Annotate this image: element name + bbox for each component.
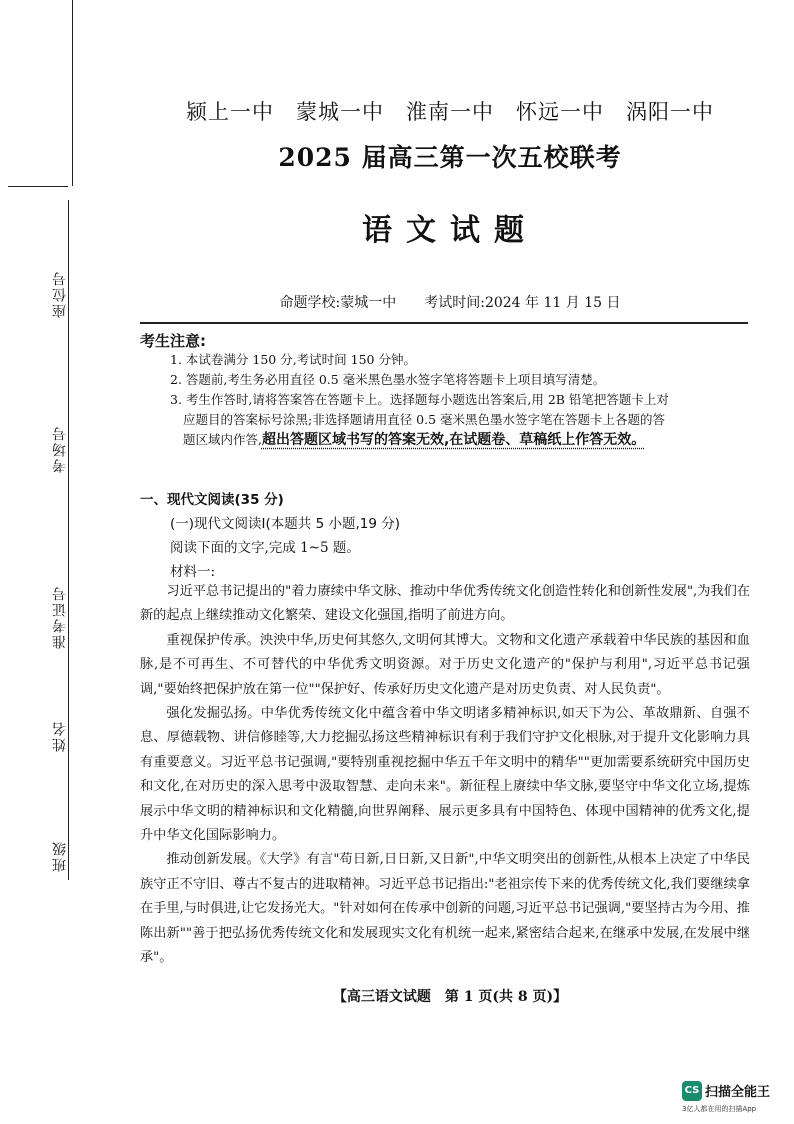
notice-item-last — [170, 430, 750, 450]
notice-heading: 考生注意: — [140, 332, 206, 350]
passage-paragraph: 推动创新发展。《大学》有言"苟日新,日日新,又日新",中华文明突出的创新性,从根本上决定了中华民族守正不守旧、尊古不复古的进取精神。习近平总书记指出:"老祖宗传下来的优秀传统文化,我们要继续拿在手里,与时俱进,让它发扬光大。"针对如何在传承中创新的问题,习近平总书记强调,"要坚持古为今用、推陈出新""善于把弘扬优秀传统文化和发展现实文化有机统一起来,紧密结合起来,在继承中发展,在发展中继承"。 — [140, 852, 750, 966]
binding-label-seat: 座位号 — [52, 270, 68, 318]
binding-label-class: 班级 — [52, 840, 68, 872]
binding-label-ticket: 准考证号 — [52, 585, 68, 649]
notice-item-text: 题区域内作答, — [183, 432, 262, 447]
exam-title: 2025 届高三第一次五校联考 — [278, 143, 622, 172]
header-divider — [140, 322, 748, 324]
scanner-logo-icon: CS — [682, 1081, 702, 1101]
material-label: 材料一: — [170, 564, 216, 580]
binding-strip — [0, 0, 74, 1124]
page-footer: 【高三语文试题 第 1 页(共 8 页)】 — [332, 989, 568, 1005]
binding-top-line — [8, 186, 68, 187]
reading-instruction: 阅读下面的文字,完成 1~5 题。 — [170, 540, 360, 556]
notice-list — [170, 350, 750, 450]
scanner-tagline: 3亿人都在用的扫描App — [682, 1104, 757, 1113]
exam-meta: 命题学校:蒙城一中 考试时间:2024 年 11 月 15 日 — [279, 295, 621, 311]
binding-label-name: 姓名 — [52, 720, 68, 752]
scanner-watermark — [682, 1080, 790, 1114]
binding-label-room: 考场号 — [52, 425, 68, 473]
notice-item: 3. 考生作答时,请将答案答在答题卡上。选择题每小题选出答案后,用 2B 铅笔把答题卡上对 — [170, 392, 669, 407]
passage-paragraph: 重视保护传承。泱泱中华,历史何其悠久,文明何其博大。文物和文化遗产承载着中华民族的基因和血脉,是不可再生、不可替代的中华优秀文明资源。对于历史文化遗产的"保护与利用",习近平总书记强调,"要始终把保护放在第一位""保护好、传承好历史文化遗产是对历史负责、对人民负责"。 — [140, 632, 750, 697]
notice-item: 1. 本试卷满分 150 分,考试时间 150 分钟。 — [170, 352, 416, 367]
sub-section-heading: (一)现代文阅读Ⅰ(本题共 5 小题,19 分) — [170, 516, 400, 532]
section-heading: 一、现代文阅读(35 分) — [140, 492, 284, 508]
notice-emphasis: 超出答题区域书写的答案无效,在试题卷、草稿纸上作答无效。 — [261, 432, 646, 448]
passage-paragraph: 强化发掘弘扬。中华优秀传统文化中蕴含着中华文明诸多精神标识,如天下为公、革故鼎新、自强不息、厚德载物、讲信修睦等,大力挖掘弘扬这些精神标识有利于我们守护文化根脉,对于提升文化影响力具有重要意义。习近平总书记强调,"要特别重视挖掘中华五千年文明中的精华""更加需要系统研究中国历史和文化,在对历史的深入思考中汲取智慧、走向未来"。新征程上赓续中华文脉,要坚守中华文化立场,提炼展示中华文明的精神标识和文化精髓,向世界阐释、展示更多具有中国特色、体现中国精神的优秀文化,提升中华文化国际影响力。 — [140, 706, 750, 844]
school-list: 颍上一中 蒙城一中 淮南一中 怀远一中 涡阳一中 — [186, 100, 714, 124]
notice-item: 2. 答题前,考生务必用直径 0.5 毫米黑色墨水签字笔将答题卡上项目填写清楚。 — [170, 372, 606, 387]
notice-item: 应题目的答案标号涂黑;非选择题请用直径 0.5 毫米黑色墨水签字笔在答题卡上各题的答 — [183, 412, 666, 427]
binding-edge-line — [72, 0, 73, 186]
subject-title: 语文试题 — [362, 213, 538, 248]
passage-paragraph: 习近平总书记提出的"着力赓续中华文脉、推动中华优秀传统文化创造性转化和创新性发展",为我们在新的起点上继续推动文化繁荣、建设文化强国,指明了前进方向。 — [140, 584, 750, 624]
reading-passage — [140, 580, 750, 971]
scanner-name: 扫描全能王 — [705, 1085, 771, 1100]
